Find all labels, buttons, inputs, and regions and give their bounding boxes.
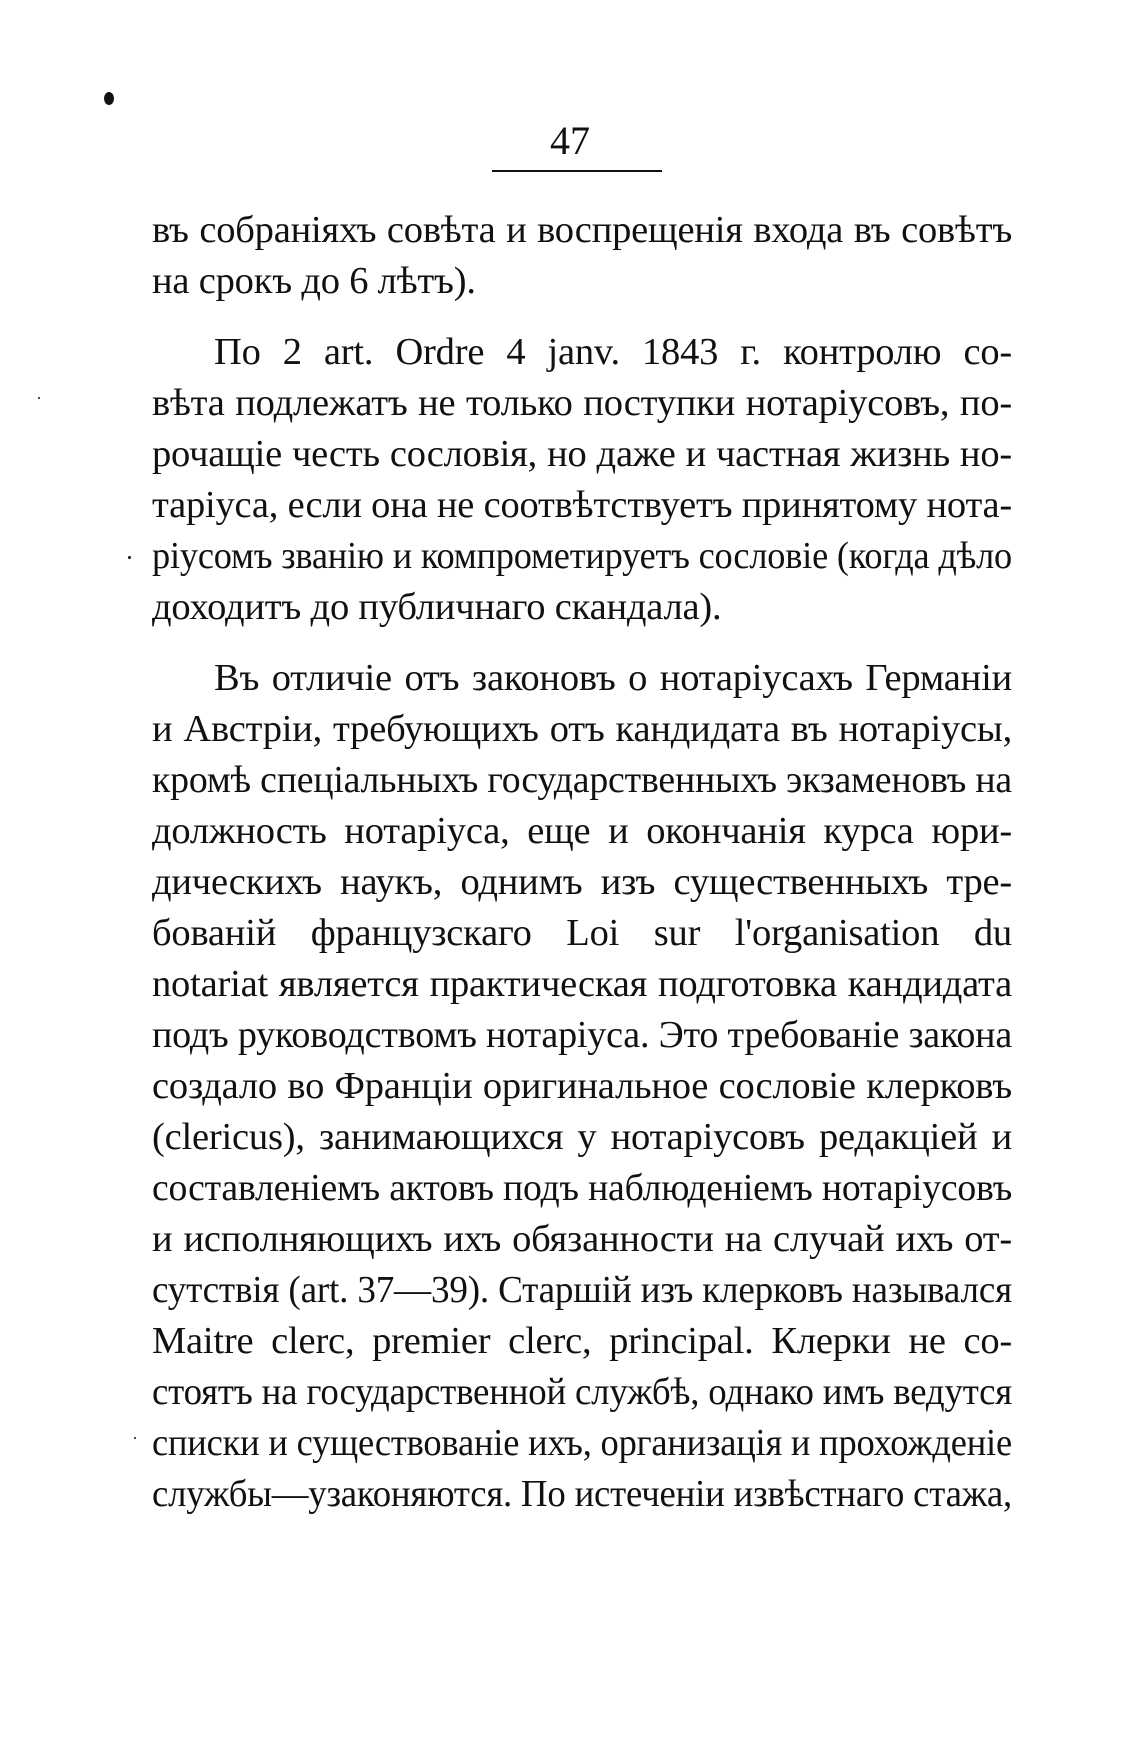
header-rule	[492, 170, 662, 172]
paragraph-gap	[152, 633, 1012, 653]
ink-speck	[134, 1437, 136, 1439]
paragraph-gap	[152, 307, 1012, 327]
ink-speck	[38, 397, 40, 399]
text-line: создало во Франціи оригинальное сословіе клерковъ	[152, 1065, 1012, 1107]
text-line: должность нотаріуса, еще и окончанія курса юри-	[152, 810, 1013, 852]
text-line: бованій французскаго Loi sur l'organisation du	[152, 912, 1012, 954]
text-line: доходитъ до публичнаго скандала).	[152, 586, 722, 628]
text-line: сутствія (art. 37—39). Старшій изъ клерковъ назывался	[152, 1269, 1013, 1311]
text-line: Въ отличіе отъ законовъ о нотаріусахъ Германіи	[214, 657, 1012, 699]
text-line: на срокъ до 6 лѣтъ).	[152, 260, 476, 302]
text-line: ріусомъ званію и компрометируетъ сословіе (когда дѣло	[152, 535, 1013, 577]
text-line: и исполняющихъ ихъ обязанности на случай ихъ от-	[152, 1218, 1013, 1260]
text-line: списки и существованіе ихъ, организація и прохожденіе	[152, 1422, 1012, 1464]
text-line: рочащіе честь сословія, но даже и частная жизнь но-	[152, 433, 1013, 475]
text-line: вѣта подлежатъ не только поступки нотаріусовъ, по-	[152, 382, 1013, 424]
text-line: въ собраніяхъ совѣта и воспрещенія входа въ совѣтъ	[152, 209, 1013, 251]
ink-speck	[104, 92, 114, 105]
body-text	[152, 205, 1012, 1520]
text-line: стоятъ на государственной службѣ, однако имъ ведутся	[152, 1371, 1012, 1413]
paragraph	[152, 327, 1012, 633]
text-line: Maitre clerc, premier clerc, principal. Клерки не со-	[152, 1320, 1013, 1362]
text-line: составленіемъ актовъ подъ наблюденіемъ нотаріусовъ	[152, 1167, 1013, 1209]
ink-speck	[128, 556, 131, 559]
text-line: По 2 art. Ordre 4 janv. 1843 г. контролю со-	[214, 331, 1013, 373]
text-line: подъ руководствомъ нотаріуса. Это требованіе закона	[152, 1014, 1013, 1056]
text-line: дическихъ наукъ, однимъ изъ существенныхъ тре-	[152, 861, 1013, 903]
text-line: и Австріи, требующихъ отъ кандидата въ нотаріусы,	[152, 708, 1012, 750]
paragraph	[152, 653, 1012, 1520]
text-line: таріуса, если она не соотвѣтствуетъ принятому нота-	[152, 484, 1013, 526]
page-number: 47	[550, 118, 590, 163]
text-line: (clericus), занимающихся у нотаріусовъ редакціей и	[152, 1116, 1012, 1158]
paragraph	[152, 205, 1012, 307]
text-line: службы—узаконяются. По истеченіи извѣстнаго стажа,	[152, 1473, 1013, 1515]
text-line: кромѣ спеціальныхъ государственныхъ экзаменовъ на	[152, 759, 1013, 801]
text-line: notariat является практическая подготовка кандидата	[152, 963, 1013, 1005]
